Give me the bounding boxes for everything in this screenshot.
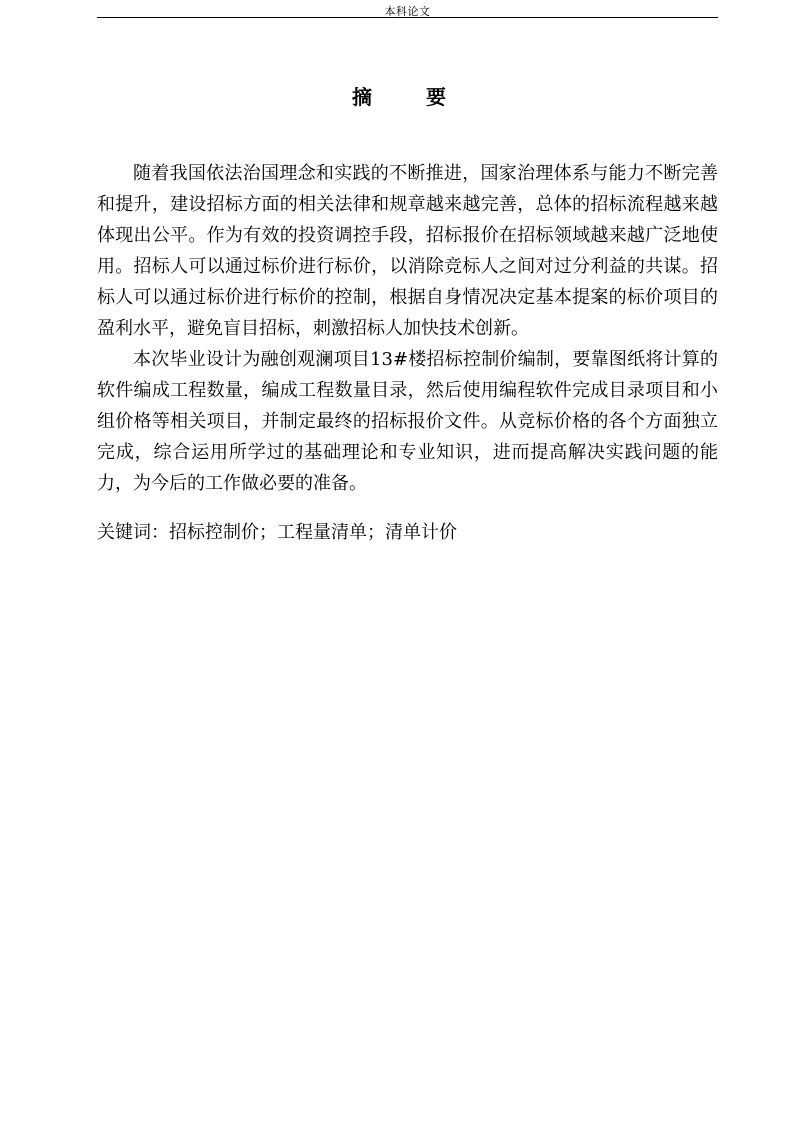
keywords-line — [97, 519, 718, 547]
running-header-title: 本科论文 — [384, 5, 431, 18]
abstract-heading: 摘 要 — [352, 85, 463, 109]
running-header — [97, 0, 718, 18]
keywords-list: 招标控制价；工程量清单；清单计价 — [169, 522, 457, 543]
abstract-paragraph-1: 随着我国依法治国理念和实践的不断推进，国家治理体系与能力不断完善和提升，建设招标方面的相关法律和规章越来越完善，总体的招标流程越来越体现出公平。作为有效的投资调控手段，招标报价在招标领域越来越广泛地使用。招标人可以通过标价进行标价，以消除竞标人之间对过分利益的共谋。招标人可以通过标价进行标价的控制，根据自身情况决定基本提案的标价项目的盈利水平，避免盲目招标，刺激招标人加快技术创新。 — [97, 163, 718, 339]
abstract-body — [97, 158, 718, 499]
abstract-paragraph-2: 本次毕业设计为融创观澜项目13#楼招标控制价编制，要靠图纸将计算的软件编成工程数量，编成工程数量目录，然后使用编程软件完成目录项目和小组价格等相关项目，并制定最终的招标报价文件。从竞标价格的各个方面独立完成，综合运用所学过的基础理论和专业知识，进而提高解决实践问题的能力，为今后的工作做必要的准备。 — [97, 349, 718, 494]
keywords-label: 关键词： — [97, 522, 169, 543]
